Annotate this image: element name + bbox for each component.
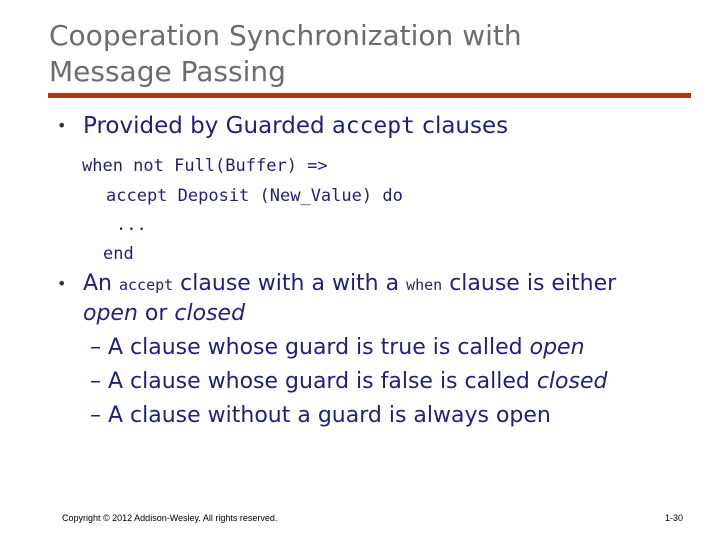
bullet2-line-2 [83, 299, 245, 329]
bullet-text [83, 111, 508, 141]
sub-bullet-text: – A clause whose guard is true is called [90, 335, 530, 360]
sub-bullet-open [90, 333, 585, 363]
sub-bullet-emphasis: closed [536, 369, 608, 394]
bullet2-text-c: clause is either [442, 271, 617, 296]
closed-term: closed [174, 301, 246, 326]
sub-bullet-no-guard [90, 401, 551, 431]
page-number: 1-30 [665, 513, 684, 523]
sub-bullet-text: – A clause whose guard is false is called [90, 369, 537, 394]
title-divider [48, 93, 691, 98]
slide-title-line-2: Message Passing [49, 55, 286, 88]
sub-bullet-closed [90, 367, 607, 397]
code-line-4: end [103, 244, 134, 264]
bullet-prefix: Provided by Guarded [83, 113, 332, 139]
accept-keyword: accept [119, 276, 174, 294]
code-line-2: accept Deposit (New_Value) do [106, 186, 403, 206]
or-text: or [137, 301, 175, 326]
code-line-3: ... [116, 215, 147, 235]
copyright-footer: Copyright © 2012 Addison-Wesley. All rights reserved. [62, 513, 278, 523]
code-line-1: when not Full(Buffer) => [82, 156, 328, 176]
bullet2-text-a: An [83, 271, 119, 296]
accept-keyword: accept [331, 113, 415, 139]
bullet2-text-b: clause with a with a [173, 271, 407, 296]
when-keyword: when [406, 276, 443, 294]
bullet-suffix: clauses [414, 113, 509, 139]
sub-bullet-emphasis: open [529, 335, 585, 360]
bullet-dot-icon: • [57, 274, 67, 293]
open-term: open [83, 301, 138, 326]
bullet2-line-1 [83, 269, 616, 300]
sub-bullet-text: – A clause without a guard is always open [90, 403, 551, 428]
bullet-dot-icon: • [57, 116, 67, 135]
slide-title [49, 18, 649, 90]
slide-title-line-1: Cooperation Synchronization with [49, 19, 522, 52]
